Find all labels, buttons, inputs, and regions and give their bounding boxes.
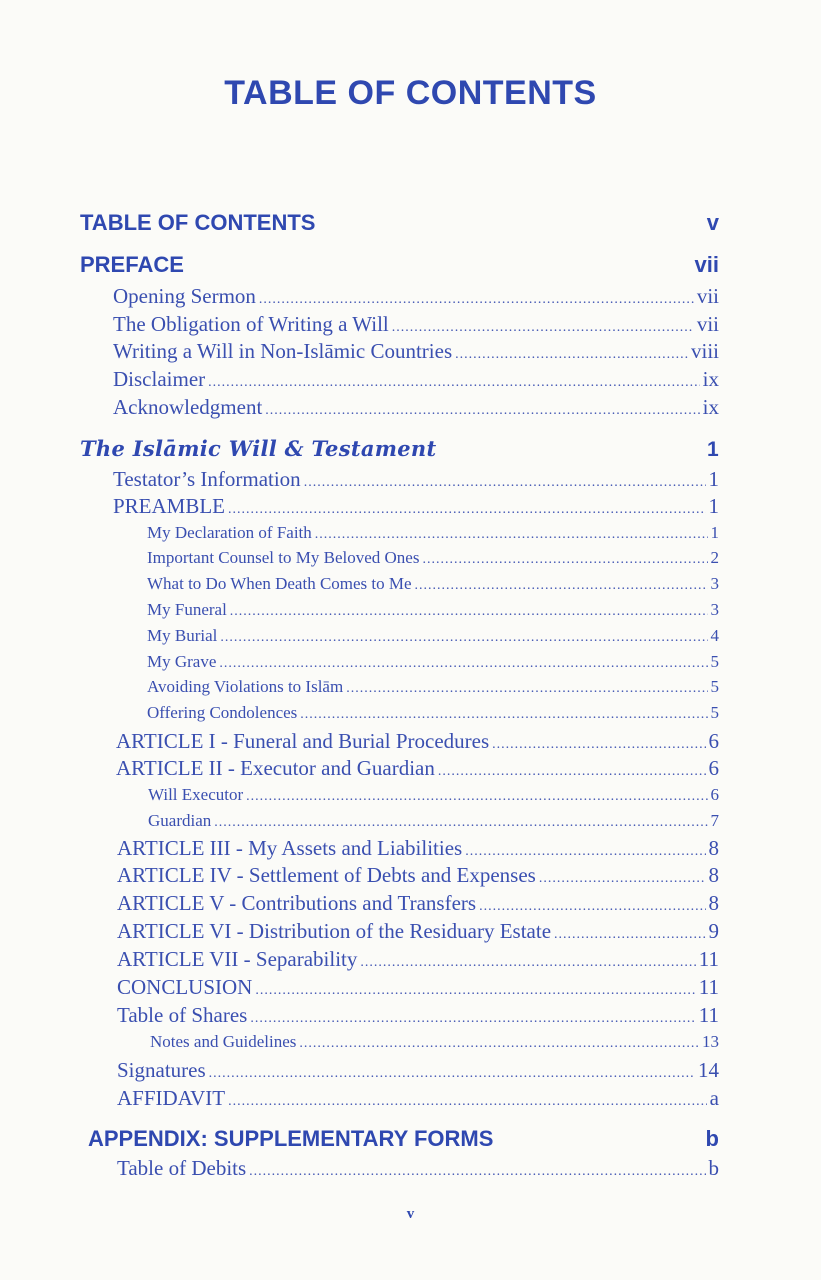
- toc-leader: [299, 1036, 699, 1052]
- toc-entry-page: 1: [708, 467, 719, 491]
- toc-entry-label: APPENDIX: SUPPLEMENTARY FORMS: [88, 1126, 494, 1151]
- toc-entry-page: vii: [696, 284, 719, 308]
- toc-entry-label: CONCLUSION: [117, 975, 253, 999]
- toc-entry-page: 11: [698, 975, 719, 999]
- toc-entry-label: ARTICLE VI - Distribution of the Residuary Estate: [117, 919, 552, 943]
- toc-section-preface: [80, 252, 719, 278]
- toc-leader: [228, 1094, 707, 1110]
- toc-leader: [392, 320, 694, 336]
- toc-entry-page: 1: [710, 523, 719, 542]
- toc-entry-page: 5: [710, 652, 719, 671]
- toc-entry-label: Notes and Guidelines: [150, 1032, 297, 1051]
- toc-leader: [219, 656, 707, 672]
- toc-leader: [249, 1164, 705, 1180]
- toc-entry-label: Testator’s Information: [113, 467, 301, 491]
- toc-entry-label: Opening Sermon: [113, 284, 256, 308]
- toc-entry: [147, 703, 719, 723]
- toc-leader: [208, 375, 700, 391]
- toc-leader: [255, 983, 695, 999]
- toc-entry-label: Offering Condolences: [147, 703, 298, 722]
- toc-entry: [148, 785, 719, 805]
- toc-leader: [315, 527, 708, 543]
- toc-entry-label: ARTICLE VII - Separability: [117, 947, 358, 971]
- toc-entry-label: My Burial: [147, 626, 218, 645]
- toc-entry-page: 2: [710, 548, 719, 567]
- toc-leader: [304, 475, 706, 491]
- toc-leader: [220, 630, 707, 646]
- toc-leader: [250, 1011, 695, 1027]
- toc-entry-page: 7: [710, 811, 719, 830]
- toc-entry-page: 5: [710, 703, 719, 722]
- toc-leader: [554, 927, 705, 943]
- toc-entry: [117, 1003, 719, 1028]
- toc-entry-page: 6: [708, 729, 719, 753]
- toc-entry: [150, 1032, 719, 1052]
- toc-entry-page: 14: [698, 1058, 719, 1082]
- toc-entry-label: PREFACE: [80, 252, 184, 277]
- toc-entry: [113, 395, 719, 420]
- toc-entry: [117, 836, 719, 861]
- toc-entry-label: TABLE OF CONTENTS: [80, 210, 316, 235]
- toc-entry: [147, 574, 719, 594]
- toc-leader: [492, 737, 705, 753]
- toc-entry-label: Will Executor: [148, 785, 244, 804]
- toc-entry-page: 8: [708, 836, 719, 860]
- toc-leader: [246, 789, 707, 805]
- toc-entry: [147, 652, 719, 672]
- toc-entry-label: Acknowledgment: [113, 395, 263, 419]
- toc-section-will: [80, 436, 719, 462]
- toc-leader: [346, 681, 707, 697]
- toc-entry-page: vii: [694, 252, 719, 277]
- toc-leader: [415, 578, 708, 594]
- page-title: TABLE OF CONTENTS: [224, 74, 597, 112]
- toc-entry-page: b: [705, 1126, 719, 1151]
- toc-entry-page: 11: [698, 1003, 719, 1027]
- toc-entry-label: Writing a Will in Non-Islāmic Countries: [113, 339, 453, 363]
- toc-entry-page: 1: [708, 494, 719, 518]
- toc-entry-label: ARTICLE II - Executor and Guardian: [116, 756, 435, 780]
- toc-leader: [214, 815, 707, 831]
- toc-leader: [455, 347, 688, 363]
- toc-entry-label: My Declaration of Faith: [147, 523, 312, 542]
- toc-entry-page: 4: [710, 626, 719, 645]
- toc-entry: [147, 523, 719, 543]
- toc-leader: [465, 844, 705, 860]
- toc-entry-page: a: [709, 1086, 719, 1110]
- toc-entry-page: b: [708, 1156, 719, 1180]
- toc-entry-page: vii: [696, 312, 719, 336]
- toc-entry: [147, 626, 719, 646]
- toc-entry: [113, 467, 719, 492]
- toc-entry: [113, 284, 719, 309]
- toc-entry-page: 8: [708, 863, 719, 887]
- toc-section-appendix: [88, 1126, 719, 1152]
- toc-entry-page: 1: [707, 438, 719, 461]
- toc-entry-label: Table of Debits: [117, 1156, 247, 1180]
- toc-entry-page: 13: [702, 1032, 719, 1051]
- toc-entry: [117, 1058, 719, 1083]
- toc-entry-page: 3: [710, 600, 719, 619]
- toc-entry: [117, 919, 719, 944]
- toc-entry-page: 5: [710, 677, 719, 696]
- toc-entry: [117, 1156, 719, 1181]
- toc-entry: [117, 891, 719, 916]
- toc-leader: [539, 871, 706, 887]
- toc-entry-label: Avoiding Violations to Islām: [147, 677, 344, 696]
- toc-entry: [117, 863, 719, 888]
- toc-entry-label: AFFIDAVIT: [117, 1086, 226, 1110]
- toc-entry-label: ARTICLE I - Funeral and Burial Procedures: [116, 729, 490, 753]
- toc-entry-label: Important Counsel to My Beloved Ones: [147, 548, 420, 567]
- toc-entry-page: v: [706, 210, 719, 235]
- toc-entry-label: The Obligation of Writing a Will: [113, 312, 389, 336]
- toc-entry-page: 9: [708, 919, 719, 943]
- toc-leader: [300, 707, 707, 723]
- toc-entry-page: 11: [698, 947, 719, 971]
- toc-entry: [117, 947, 719, 972]
- toc-leader: [360, 955, 695, 971]
- toc-entry-label: My Grave: [147, 652, 217, 671]
- toc-leader: [259, 292, 694, 308]
- toc-entry-label: Signatures: [117, 1058, 206, 1082]
- toc-entry-page: ix: [702, 367, 719, 391]
- toc-leader: [265, 403, 699, 419]
- toc-entry-label: ARTICLE IV - Settlement of Debts and Expenses: [117, 863, 536, 887]
- toc-entry-label: My Funeral: [147, 600, 227, 619]
- toc-entry: [117, 975, 719, 1000]
- toc-entry: [116, 729, 719, 754]
- toc-entry-page: viii: [690, 339, 719, 363]
- toc-entry-page: ix: [702, 395, 719, 419]
- toc-leader: [479, 899, 705, 915]
- toc-entry-page: 6: [710, 785, 719, 804]
- toc-entry: [113, 339, 719, 364]
- page-number: v: [406, 1206, 415, 1222]
- toc-leader: [209, 1066, 695, 1082]
- toc-entry: [113, 367, 719, 392]
- toc-entry: [147, 600, 719, 620]
- toc-entry-label: Guardian: [148, 811, 212, 830]
- toc-entry-label: ARTICLE V - Contributions and Transfers: [117, 891, 477, 915]
- toc-section-contents: [80, 210, 719, 236]
- toc-entry-page: 8: [708, 891, 719, 915]
- toc-entry-label: The Islāmic Will & Testament: [80, 436, 437, 461]
- toc-entry-label: Table of Shares: [117, 1003, 248, 1027]
- toc-entry-label: What to Do When Death Comes to Me: [147, 574, 412, 593]
- toc-entry-label: Disclaimer: [113, 367, 206, 391]
- toc-entry: [113, 312, 719, 337]
- toc-leader: [228, 502, 705, 518]
- toc-entry: [117, 1086, 719, 1111]
- toc-entry: [113, 494, 719, 519]
- toc-leader: [230, 604, 708, 620]
- toc-leader: [438, 764, 706, 780]
- toc-entry: [147, 548, 719, 568]
- toc-entry-label: ARTICLE III - My Assets and Liabilities: [117, 836, 463, 860]
- toc-entry-page: 3: [710, 574, 719, 593]
- toc-leader: [422, 552, 707, 568]
- toc-entry-page: 6: [708, 756, 719, 780]
- toc-entry: [116, 756, 719, 781]
- toc-entry: [147, 677, 719, 697]
- toc-entry: [148, 811, 719, 831]
- toc-entry-label: PREAMBLE: [113, 494, 226, 518]
